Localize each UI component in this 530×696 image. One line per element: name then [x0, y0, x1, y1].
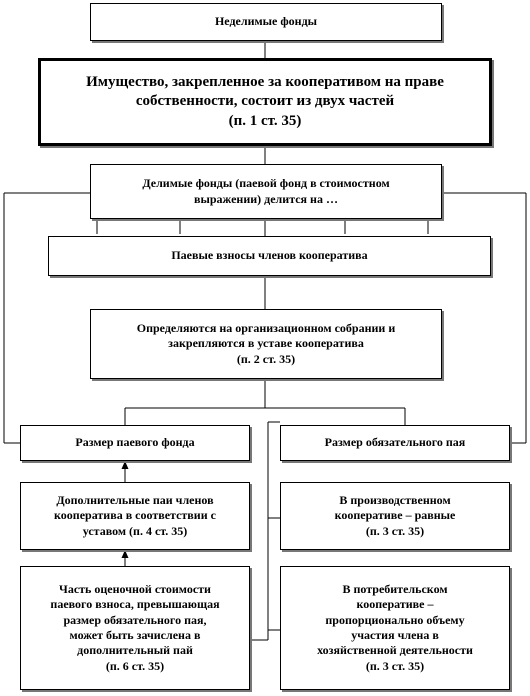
determined-line-3: (п. 2 ст. 35) — [236, 351, 296, 366]
divisible-funds-line-2: выражении) делится на … — [194, 191, 338, 206]
determined-line-2: закрепляются в уставе кооператива — [168, 336, 364, 351]
property-parts-line-2: собственности, состоит из двух частей — [135, 93, 395, 110]
additional-shares-line-1: Дополнительные паи членов — [56, 492, 214, 507]
consumer-coop-line-2: кооперативе – — [356, 597, 434, 612]
valuation-line-4: может быть зачислена в — [69, 628, 201, 642]
property-two-parts-box — [38, 58, 492, 146]
divisible-funds-box — [90, 164, 442, 219]
valuation-line-5: дополнительный пай — [77, 643, 193, 658]
valuation-line-2: паевого взноса, превышающая — [50, 597, 220, 612]
property-parts-line-3: (п. 1 ст. 35) — [228, 112, 302, 129]
consumer-cooperative-box — [280, 566, 510, 690]
consumer-coop-line-1: В потребительском — [342, 581, 448, 596]
mandatory-share-size-label: Размер обязательного пая — [324, 435, 466, 450]
divisible-funds-line-1: Делимые фонды (паевой фонд в стоимостном — [142, 176, 390, 191]
valuation-part-box — [20, 566, 250, 690]
arrowhead-up-to-additional — [122, 550, 129, 558]
production-cooperative-box — [280, 482, 510, 550]
mandatory-share-size-box — [280, 425, 510, 461]
share-contributions-label: Паевые взносы членов кооператива — [171, 248, 368, 263]
valuation-line-1: Часть оценочной стоимости — [59, 581, 211, 596]
additional-shares-line-2: кооператива в соответствии с — [54, 508, 216, 523]
indivisible-funds-label: Неделимые фонды — [214, 14, 318, 29]
production-coop-line-3: (п. 3 ст. 35) — [365, 523, 425, 538]
indivisible-funds-box — [90, 3, 442, 41]
production-coop-line-2: кооперативе – равные — [334, 508, 456, 523]
additional-shares-box — [20, 482, 250, 550]
consumer-coop-line-4: участия члена в — [351, 628, 439, 642]
share-contributions-box — [48, 236, 491, 276]
valuation-line-6: (п. 6 ст. 35) — [105, 658, 165, 673]
consumer-coop-line-5: хозяйственной деятельности — [317, 643, 473, 658]
share-fund-size-box — [20, 425, 250, 461]
property-parts-line-1: Имущество, закрепленное за кооперативом на праве — [86, 73, 444, 90]
arrowhead-up-to-fund — [122, 461, 129, 469]
determined-at-meeting-box — [90, 309, 442, 379]
valuation-line-3: размер обязательного пая, — [63, 612, 207, 627]
additional-shares-line-3: уставом (п. 4 ст. 35) — [82, 523, 188, 538]
share-fund-size-label: Размер паевого фонда — [75, 435, 195, 450]
determined-line-1: Определяются на организационном собрании и — [136, 320, 396, 335]
consumer-coop-line-6: (п. 3 ст. 35) — [365, 658, 425, 673]
consumer-coop-line-3: пропорционально объему — [325, 612, 465, 627]
production-coop-line-1: В производственном — [339, 492, 451, 507]
